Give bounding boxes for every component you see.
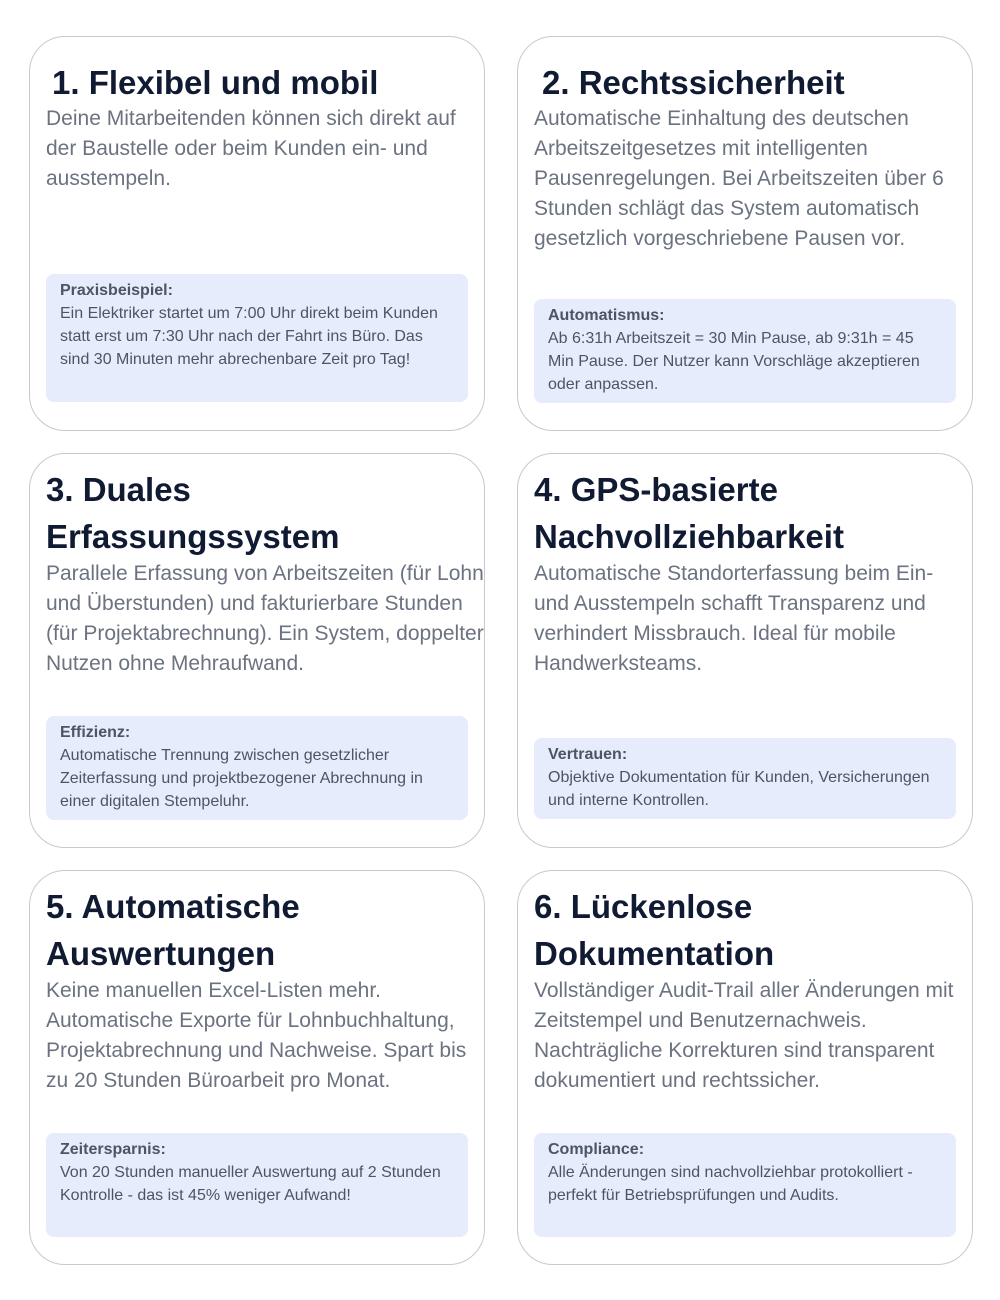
note-label: Compliance: <box>548 1141 645 1158</box>
note-text: Automatische Trennung zwischen gesetzlicher Zeiterfassung und projektbezogener Abrechnung in einer digitalen Stempeluhr. <box>60 747 423 810</box>
card-note <box>534 738 956 819</box>
card-title: 6. Lückenlose Dokumentation <box>534 888 775 972</box>
feature-card-gps <box>517 453 973 848</box>
feature-card-rechtssicherheit <box>517 36 973 431</box>
card-note <box>46 1133 468 1237</box>
note-label: Zeitersparnis: <box>60 1141 166 1158</box>
card-title: 3. Duales Erfassungssystem <box>46 471 340 555</box>
note-label: Automatismus: <box>548 307 665 324</box>
card-title: 2. Rechtssicherheit <box>542 64 845 101</box>
note-label: Vertrauen: <box>548 746 628 763</box>
note-text: Von 20 Stunden manueller Auswertung auf 2 Stunden Kontrolle - das ist 45% weniger Aufwand! <box>60 1164 441 1204</box>
note-text: Objektive Dokumentation für Kunden, Versicherungen und interne Kontrollen. <box>548 769 930 809</box>
card-description: Keine manuellen Excel-Listen mehr. Automatische Exporte für Lohnbuchhaltung, Projektabrechnung und Nachweise. Spart bis zu 20 Stunden Büroarbeit pro Monat. <box>46 979 467 1092</box>
card-description: Automatische Einhaltung des deutschen Arbeitszeitgesetzes mit intelligenten Pausenregelungen. Bei Arbeitszeiten über 6 Stunden schlägt das System automatisch gesetzlich vorgeschriebene Pausen vor. <box>534 107 944 250</box>
card-description: Automatische Standorterfassung beim Ein- und Ausstempeln schafft Transparenz und verhindert Missbrauch. Ideal für mobile Handwerksteams. <box>534 562 934 675</box>
card-title: 1. Flexibel und mobil <box>52 64 379 101</box>
feature-card-flexibel <box>29 36 485 431</box>
card-description: Deine Mitarbeitenden können sich direkt auf der Baustelle oder beim Kunden ein- und ausstempeln. <box>46 107 456 190</box>
feature-card-dokumentation <box>517 870 973 1265</box>
card-description: Vollständiger Audit-Trail aller Änderungen mit Zeitstempel und Benutzernachweis. Nachträgliche Korrekturen sind transparent dokumentiert und rechtssicher. <box>534 979 954 1092</box>
card-title: 4. GPS-basierte Nachvollziehbarkeit <box>534 471 844 555</box>
card-note <box>534 299 956 403</box>
card-title: 5. Automatische Auswertungen <box>46 888 300 972</box>
card-description: Parallele Erfassung von Arbeitszeiten (für Lohn und Überstunden) und fakturierbare Stunden (für Projektabrechnung). Ein System, doppelter Nutzen ohne Mehraufwand. <box>46 562 484 675</box>
feature-card-auswertungen <box>29 870 485 1265</box>
card-note <box>46 716 468 820</box>
note-text: Alle Änderungen sind nachvollziehbar protokolliert - perfekt für Betriebsprüfungen und Audits. <box>548 1164 913 1204</box>
note-text: Ein Elektriker startet um 7:00 Uhr direkt beim Kunden statt erst um 7:30 Uhr nach der Fahrt ins Büro. Das sind 30 Minuten mehr abrechenbare Zeit pro Tag! <box>60 305 438 368</box>
card-note <box>534 1133 956 1237</box>
note-label: Praxisbeispiel: <box>60 282 173 299</box>
card-note <box>46 274 468 402</box>
feature-card-duales-system <box>29 453 485 848</box>
note-text: Ab 6:31h Arbeitszeit = 30 Min Pause, ab 9:31h = 45 Min Pause. Der Nutzer kann Vorschläge akzeptieren oder anpassen. <box>548 330 920 393</box>
note-label: Effizienz: <box>60 724 131 741</box>
